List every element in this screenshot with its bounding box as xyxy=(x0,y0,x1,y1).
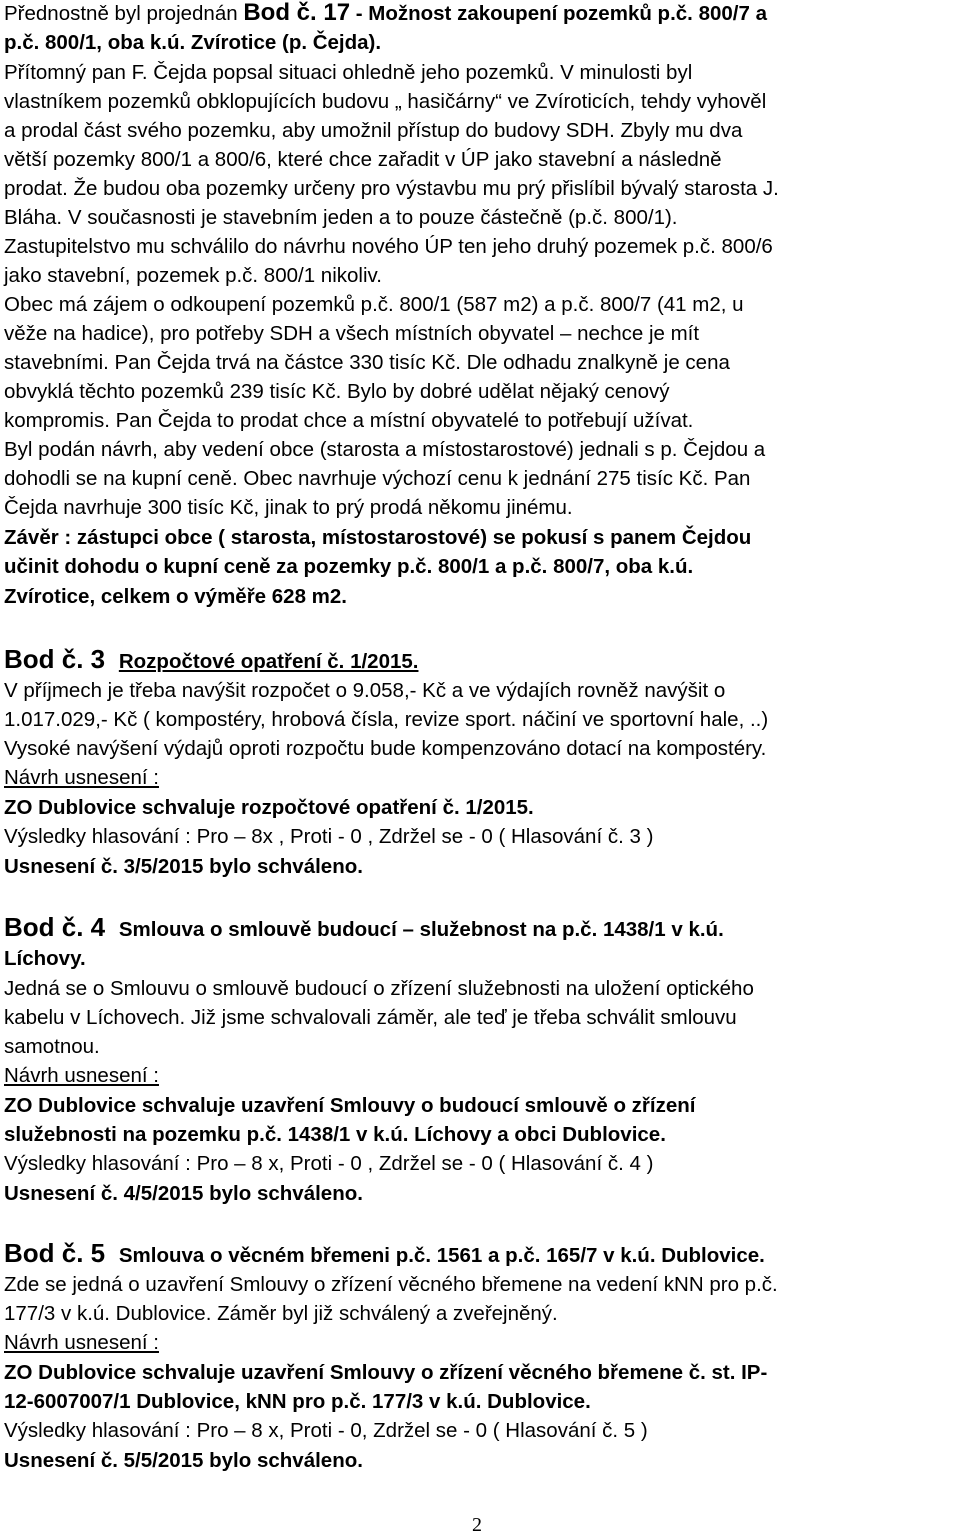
text-line: stavebními. Pan Čejda trvá na částce 330 tisíc Kč. Dle odhadu znalkyně je cena xyxy=(4,351,730,374)
bod17-label: Bod č. 17 xyxy=(243,0,351,26)
resolution-text: ZO Dublovice schvaluje uzavření Smlouvy o budoucí smlouvě o zřízení xyxy=(4,1094,696,1117)
bod17-heading-line xyxy=(4,0,767,27)
vote-results: Výsledky hlasování : Pro – 8x , Proti - 0 , Zdržel se - 0 ( Hlasování č. 3 ) xyxy=(4,825,654,848)
navrh-usneseni-label: Návrh usnesení : xyxy=(4,766,159,789)
text-line: samotnou. xyxy=(4,1035,100,1058)
text-line: kompromis. Pan Čejda to prodat chce a místní obyvatelé to potřebují užívat. xyxy=(4,409,694,432)
text-line: Obec má zájem o odkoupení pozemků p.č. 800/1 (587 m2) a p.č. 800/7 (41 m2, u xyxy=(4,293,744,316)
text-line: a prodal část svého pozemku, aby umožnil přístup do budovy SDH. Zbyly mu dva xyxy=(4,119,743,142)
text-line: věže na hadice), pro potřeby SDH a všech místních obyvatel – nechce je mít xyxy=(4,322,700,345)
bod3-label: Bod č. 3 xyxy=(4,644,106,674)
resolution-status: Usnesení č. 4/5/2015 bylo schváleno. xyxy=(4,1182,363,1205)
text-line: dohodli se na kupní ceně. Obec navrhuje výchozí cenu k jednání 275 tisíc Kč. Pan xyxy=(4,467,751,490)
text-line: prodat. Že budou oba pozemky určeny pro výstavbu mu prý přislíbil bývalý starosta J. xyxy=(4,177,779,200)
vote-results: Výsledky hlasování : Pro – 8 x, Proti - 0 , Zdržel se - 0 ( Hlasování č. 4 ) xyxy=(4,1152,654,1175)
text-line: obvyklá těchto pozemků 239 tisíc Kč. Bylo by dobré udělat nějaký cenový xyxy=(4,380,670,403)
resolution-text: 12-6007007/1 Dublovice, kNN pro p.č. 177/3 v k.ú. Dublovice. xyxy=(4,1390,591,1413)
page-number: 2 xyxy=(472,1514,482,1536)
resolution-status: Usnesení č. 5/5/2015 bylo schváleno. xyxy=(4,1449,363,1472)
bod4-title: Smlouva o smlouvě budoucí – služebnost na p.č. 1438/1 v k.ú. xyxy=(118,918,724,941)
resolution-text: ZO Dublovice schvaluje rozpočtové opatření č. 1/2015. xyxy=(4,796,534,819)
navrh-usneseni-label: Návrh usnesení : xyxy=(4,1064,159,1087)
bod17-title-cont: p.č. 800/1, oba k.ú. Zvírotice (p. Čejda). xyxy=(4,31,382,54)
text-line: Čejda navrhuje 300 tisíc Kč, jinak to prý prodá někomu jinému. xyxy=(4,496,573,519)
text-line: Byl podán návrh, aby vedení obce (starosta a místostarostové) jednali s p. Čejdou a xyxy=(4,438,766,461)
text-line: V příjmech je třeba navýšit rozpočet o 9.058,- Kč a ve výdajích rovněž navýšit o xyxy=(4,679,726,702)
vote-results: Výsledky hlasování : Pro – 8 x, Proti - 0, Zdržel se - 0 ( Hlasování č. 5 ) xyxy=(4,1419,648,1442)
conclusion-line: Zvírotice, celkem o výměře 628 m2. xyxy=(4,585,348,608)
conclusion-line: Závěr : zástupci obce ( starosta, místostarostové) se pokusí s panem Čejdou xyxy=(4,526,752,549)
text-line: vlastníkem pozemků obklopujících budovu „ hasičárny“ ve Zvíroticích, tehdy vyhověl xyxy=(4,90,767,113)
resolution-text: ZO Dublovice schvaluje uzavření Smlouvy o zřízení věcného břemene č. st. IP- xyxy=(4,1361,768,1384)
text-line: kabelu v Líchovech. Již jsme schvalovali záměr, ale teď je třeba schválit smlouvu xyxy=(4,1006,737,1029)
text-line: Jedná se o Smlouvu o smlouvě budoucí o zřízení služebnosti na uložení optického xyxy=(4,977,754,1000)
bod17-title: - Možnost zakoupení pozemků p.č. 800/7 a xyxy=(350,2,767,25)
bod4-label: Bod č. 4 xyxy=(4,912,106,942)
text-line: Přítomný pan F. Čejda popsal situaci ohledně jeho pozemků. V minulosti byl xyxy=(4,61,693,84)
resolution-status: Usnesení č. 3/5/2015 bylo schváleno. xyxy=(4,855,363,878)
bod3-heading xyxy=(4,646,418,675)
text-line: jako stavební, pozemek p.č. 800/1 nikoliv. xyxy=(4,264,382,287)
conclusion-line: učinit dohodu o kupní ceně za pozemky p.č. 800/1 a p.č. 800/7, oba k.ú. xyxy=(4,555,694,578)
text-line: 1.017.029,- Kč ( kompostéry, hrobová čísla, revize sport. náčiní ve sportovní hale, ..) xyxy=(4,708,769,731)
resolution-text: služebnosti na pozemku p.č. 1438/1 v k.ú. Líchovy a obci Dublovice. xyxy=(4,1123,666,1146)
bod5-heading xyxy=(4,1240,765,1269)
navrh-usneseni-label: Návrh usnesení : xyxy=(4,1331,159,1354)
text-line: větší pozemky 800/1 a 800/6, které chce zařadit v ÚP jako stavební a následně xyxy=(4,148,722,171)
bod5-title: Smlouva o věcném břemeni p.č. 1561 a p.č. 165/7 v k.ú. Dublovice. xyxy=(118,1244,765,1267)
bod4-title-cont: Líchovy. xyxy=(4,947,86,970)
bod4-heading xyxy=(4,914,724,943)
text-line: Zde se jedná o uzavření Smlouvy o zřízení věcného břemene na vedení kNN pro p.č. xyxy=(4,1273,778,1296)
bod3-title: Rozpočtové opatření č. 1/2015. xyxy=(118,650,419,673)
text-line: Bláha. V současnosti je stavebním jeden a to pouze částečně (p.č. 800/1). xyxy=(4,206,678,229)
text-line: Zastupitelstvo mu schválilo do návrhu nového ÚP ten jeho druhý pozemek p.č. 800/6 xyxy=(4,235,773,258)
text-line: Vysoké navýšení výdajů oproti rozpočtu bude kompenzováno dotací na kompostéry. xyxy=(4,737,767,760)
heading-lead: Přednostně byl projednán xyxy=(4,2,244,25)
text-line: 177/3 v k.ú. Dublovice. Záměr byl již schválený a zveřejněný. xyxy=(4,1302,558,1325)
bod5-label: Bod č. 5 xyxy=(4,1238,106,1268)
